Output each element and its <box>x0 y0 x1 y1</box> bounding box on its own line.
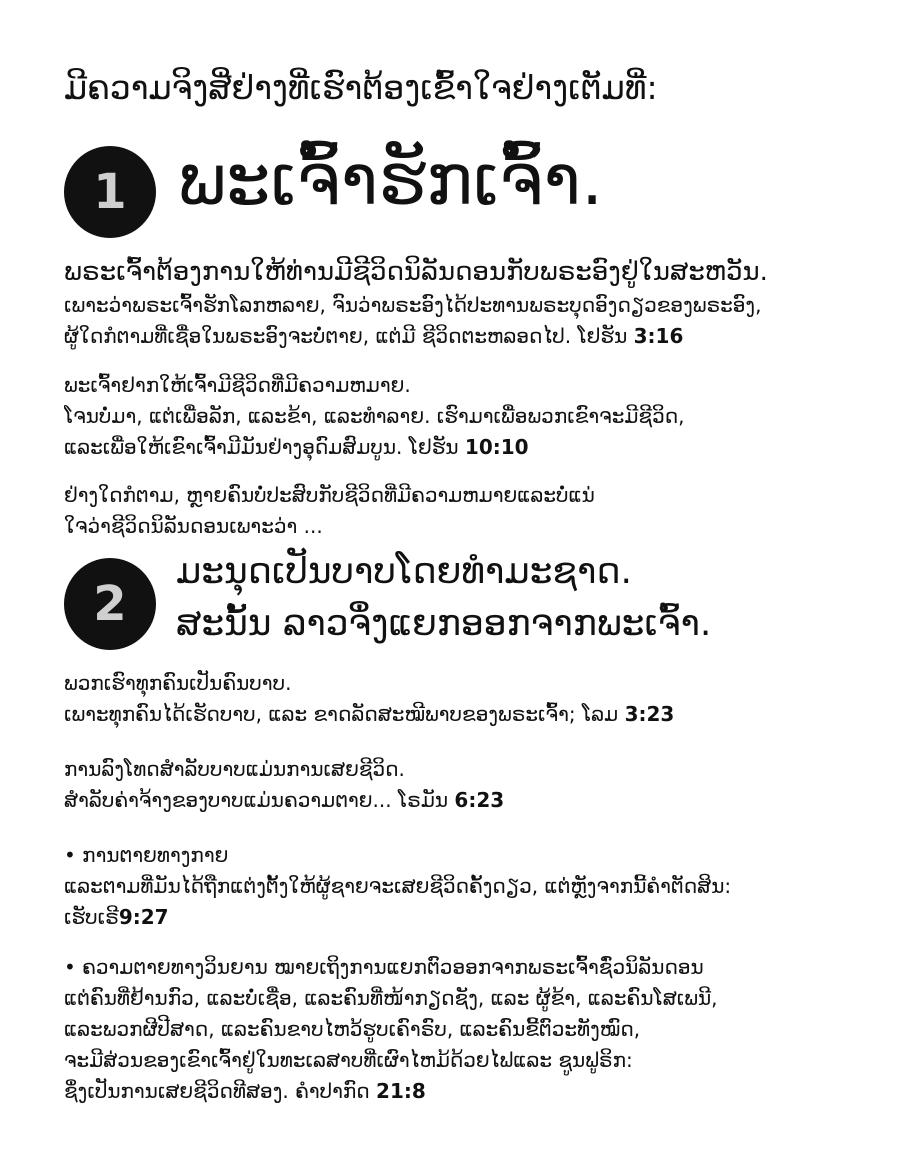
verse-line: ແລະພວກຜີປີສາດ, ແລະຄົນຂາບໄຫວ້ຮູບເຄົາຣົບ, ແລະຄົນຂີ້ຕົວະທັງໝົດ, <box>64 1017 641 1041</box>
verse-line <box>64 1076 894 1107</box>
paragraph-penalty <box>64 754 894 816</box>
point-1-number: 1 <box>93 164 127 220</box>
paragraph-heaven <box>64 254 894 352</box>
verse-reference: 3:23 <box>624 702 675 726</box>
verse-line: ແຕ່ຄົນທີ່ຢ້ານກົວ, ແລະບໍ່ເຊື່ອ, ແລະຄົນທີ່ໜ້າກຽດຊັງ, ແລະ ຜູ້ຂ້າ, ແລະຄົນໂສເພນີ, <box>64 986 718 1010</box>
verse-text: ຜູ້ໃດກໍຕາມທີ່ເຊື່ອໃນພຣະອົງຈະບໍ່ຕາຍ, ແຕ່ມີ ຊີວິດຕະຫລອດໄປ. ໂຢຮັນ <box>64 324 628 348</box>
bullet-line: • ຄວາມຕາຍທາງວິນຍານ ໝາຍເຖິງການແຍກຕົວອອກຈາກພຣະເຈົ້າຊົ່ວນິລັນດອນ <box>64 955 704 979</box>
verse-reference: 10:10 <box>464 435 529 459</box>
verse-line: ໂຈນບໍ່ມາ, ແຕ່ເພື່ອລັກ, ແລະຂ້າ, ແລະທຳລາຍ. ເຮົາມາເພື່ອພວກເຂົາຈະມີຊີວິດ, <box>64 404 685 428</box>
paragraph-physical-death <box>64 840 894 933</box>
verse-text: ສໍາລັບຄ່າຈ້າງຂອງບາບແມ່ນຄວາມຕາຍ... ໂຣມັນ <box>64 788 449 812</box>
point-2-number: 2 <box>93 576 127 632</box>
paragraph-spiritual-death <box>64 952 894 1107</box>
verse-line: ພະເຈົ້າຢາກໃຫ້ເຈົ້າມີຊີວິດທີ່ມີຄວາມຫມາຍ. <box>64 373 411 397</box>
verse-line <box>64 785 894 816</box>
verse-reference: 9:27 <box>118 905 169 929</box>
point-2-title-line: ສະນັ້ນ ລາວຈຶ່ງແຍກອອກຈາກພະເຈົ້າ. <box>176 603 712 644</box>
bullet-line: • ການຕາຍທາງກາຍ <box>64 843 229 867</box>
verse-line: ເພາະວ່າພຣະເຈົ້າຮັກໂລກຫລາຍ, ຈົນວ່າພຣະອົງໄດ້ປະທານພຣະບຸດອົງດຽວຂອງພຣະອົງ, <box>64 293 762 317</box>
verse-text: ເພາະທຸກຄົນໄດ້ເຮັດບາບ, ແລະ ຂາດລັດສະໝີພາບຂອງພຣະເຈົ້າ; ໂລມ <box>64 702 619 726</box>
verse-reference: 3:16 <box>633 324 684 348</box>
intro-heading: ມີຄວາມຈິງສີ່ຢ່າງທີ່ເຮົາຕ້ອງເຂົ້າໃຈຢ່າງເຕັມທີ່: <box>64 68 658 107</box>
point-2-title-line: ມະນຸດເປັນບາບໂດຍທຳມະຊາດ. <box>176 551 632 592</box>
point-1-title: ພະເຈົ້າຮັກເຈົ້າ. <box>178 139 604 221</box>
verse-text: ເຮັບເຣີ <box>64 905 119 929</box>
verse-line: ຈະມີສ່ວນຂອງເຂົາເຈົ້າຢູ່ໃນທະເລສາບທີ່ເຜົາໄຫມ້ດ້ວຍໄຟແລະ ຊູນຟູຣິກ: <box>64 1048 633 1072</box>
verse-reference: 21:8 <box>376 1079 426 1103</box>
verse-text: ແລະເພື່ອໃຫ້ເຂົາເຈົ້າມີມັນຢ່າງອຸດົມສົມບູນ. ໂຢຮັນ <box>64 435 459 459</box>
verse-line <box>64 902 894 933</box>
verse-line <box>64 321 894 352</box>
verse-line <box>64 699 894 730</box>
verse-text: ຊຶ່ງເປັນການເສຍຊີວິດທີສອງ. ຄໍາປາກົດ <box>64 1079 370 1103</box>
paragraph-however <box>64 480 894 542</box>
verse-line <box>64 432 894 463</box>
text-line: ຢ່າງໃດກໍຕາມ, ຫຼາຍຄົນບໍ່ປະສົບກັບຊີວິດທີ່ມີຄວາມຫມາຍແລະບໍ່ແນ່ <box>64 483 595 507</box>
verse-line: ພວກເຮົາທຸກຄົນເປັນຄົນບາບ. <box>64 671 292 695</box>
verse-reference: 6:23 <box>454 788 505 812</box>
paragraph-meaningful-life <box>64 370 894 463</box>
paragraph-all-sinners <box>64 668 894 730</box>
text-line: ໃຈວ່າຊີວິດນິລັນດອນເພາະວ່າ ... <box>64 514 323 538</box>
paragraph-lead: ພຣະເຈົ້າຕ້ອງການໃຫ້ທ່ານມີຊີວິດນິລັນດອນກັບພຣະອົງຢູ່ໃນສະຫວັນ. <box>64 257 768 287</box>
point-2-number-badge <box>64 558 156 650</box>
point-1-number-badge <box>64 146 156 238</box>
verse-line: ແລະຕາມທີ່ມັນໄດ້ຖືກແຕ່ງຕັ້ງໃຫ້ຜູ້ຊາຍຈະເສຍຊີວິດຄັ້ງດຽວ, ແຕ່ຫຼັງຈາກນີ້ຄໍາຕັດສິນ: <box>64 874 732 898</box>
verse-line: ການລົງໂທດສໍາລັບບາບແມ່ນການເສຍຊີວິດ. <box>64 757 405 781</box>
point-2-title <box>176 546 711 650</box>
